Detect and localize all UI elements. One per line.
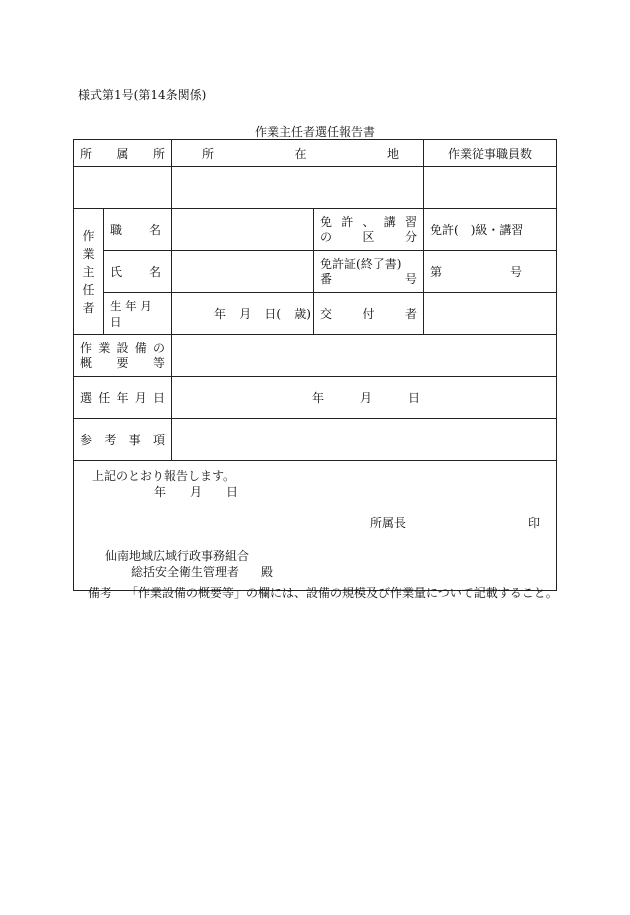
name-label: 氏 名 — [104, 251, 172, 293]
employee-count-value-cell[interactable] — [424, 167, 557, 209]
document-title: 作業主任者選任報告書 — [254, 125, 375, 139]
equipment-value-cell[interactable] — [172, 335, 557, 377]
birthdate-value: 年 月 日( 歳) — [172, 293, 314, 335]
appointment-date-row — [74, 377, 557, 419]
organization-name: 仙南地域広域行政事務組合 — [105, 549, 250, 563]
location-value-cell[interactable] — [172, 167, 424, 209]
footnote-text: 「作業設備の概要等」の欄には、設備の規模及び作業量について記載すること。 — [126, 586, 558, 600]
safety-manager-title: 総括安全衛生管理者 — [131, 565, 240, 579]
report-form-table — [73, 139, 557, 591]
header-location: 所 在 地 — [172, 140, 424, 167]
birthdate-label: 生 年 月 日 — [104, 293, 172, 335]
seal-mark: 印 — [528, 516, 541, 530]
header-affiliation: 所 属 所 — [74, 140, 172, 167]
appointment-date-value: 年 月 日 — [172, 377, 557, 419]
remarks-value-cell[interactable] — [172, 419, 557, 461]
equipment-row — [74, 335, 557, 377]
issuer-label: 交 付 者 — [314, 293, 424, 335]
license-number-value: 第 号 — [424, 251, 557, 293]
honorific: 殿 — [261, 565, 274, 579]
footnote-label: 備考 — [88, 586, 113, 600]
name-value-cell[interactable] — [172, 251, 314, 293]
remarks-label: 参 考 事 項 — [74, 419, 172, 461]
chief-position-row — [74, 209, 557, 251]
header-employee-count: 作業従事職員数 — [424, 140, 557, 167]
report-date-year: 年 — [154, 485, 167, 499]
report-date-day: 日 — [226, 485, 239, 499]
report-date-month: 月 — [190, 485, 203, 499]
position-label: 職 名 — [104, 209, 172, 251]
report-row — [74, 461, 557, 591]
affiliation-value-cell[interactable] — [74, 167, 172, 209]
form-number-label: 様式第1号(第14条関係) — [78, 88, 207, 102]
position-value-cell[interactable] — [172, 209, 314, 251]
equipment-label: 作 業 設 備 の 概 要 等 — [74, 335, 172, 377]
license-class-label: 免 許 、 講 習 の 区 分 — [314, 209, 424, 251]
issuer-value-cell[interactable] — [424, 293, 557, 335]
appointment-date-label: 選 任 年 月 日 — [74, 377, 172, 419]
footnote — [88, 584, 558, 601]
license-class-value: 免許( )級・講習 — [424, 209, 557, 251]
affiliation-head-label: 所属長 — [370, 516, 407, 530]
chief-birthdate-row — [74, 293, 557, 335]
header-row — [74, 140, 557, 167]
chief-vertical-label: 作 業 主 任 者 — [74, 209, 104, 335]
affiliation-data-row — [74, 167, 557, 209]
report-statement: 上記のとおり報告します。 — [92, 469, 236, 483]
remarks-row — [74, 419, 557, 461]
report-statement-block — [74, 461, 557, 591]
license-number-label: 免許証(終了書) 番 号 — [314, 251, 424, 293]
chief-name-row — [74, 251, 557, 293]
